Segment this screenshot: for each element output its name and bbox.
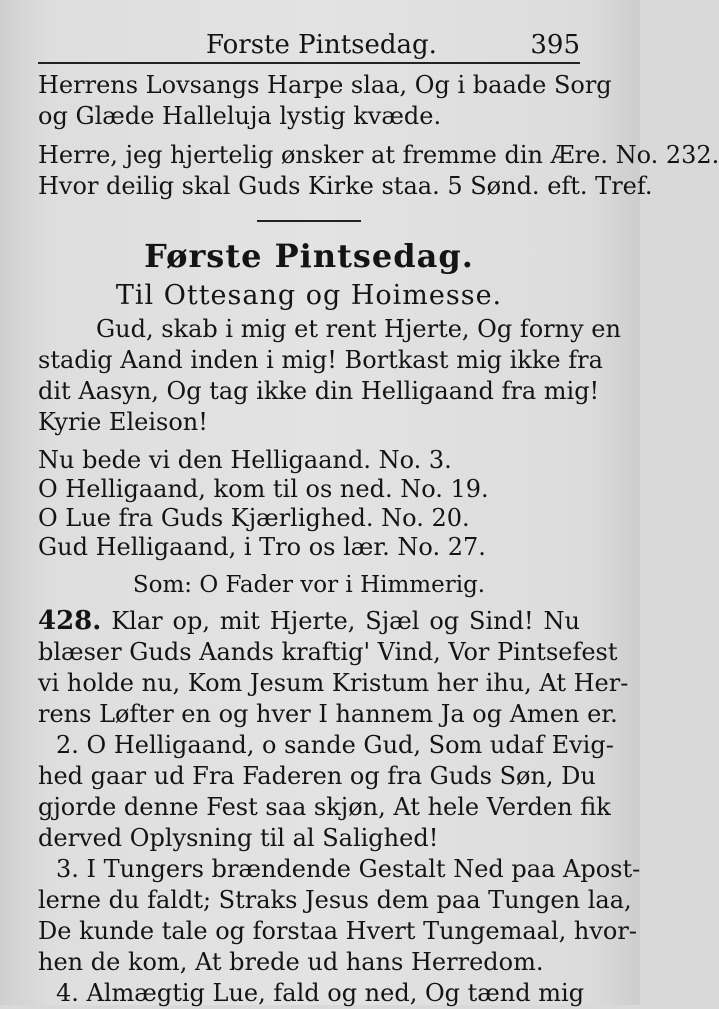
section-heading: Første Pintsedag. (144, 237, 474, 275)
text-line: Herrens Lovsangs Harpe slaa, Og i baade Sorg (38, 71, 612, 99)
verse-line: blæser Guds Aands kraftig' Vind, Vor Pintsefest (38, 638, 618, 666)
verse-line: 4. Almægtig Lue, fald og ned, Og tænd mig (56, 979, 585, 1007)
hymn-reference: Herre, jeg hjertelig ønsker at fremme din Ære. No. 232. (38, 141, 719, 169)
verse-line: gjorde denne Fest saa skjøn, At hele Verden fik (38, 793, 611, 821)
hymn-first-line (38, 606, 580, 637)
prayer-line: stadig Aand inden i mig! Bortkast mig ikke fra (38, 346, 603, 374)
verse-line: derved Oplysning til al Salighed! (38, 824, 439, 852)
hymn-reference-list (38, 446, 580, 562)
melody-note: Som: O Fader vor i Himmerig. (132, 572, 486, 598)
verse-line: De kunde tale og forstaa Hvert Tungemaal, hvor- (38, 917, 637, 945)
hymn-reference: Gud Helligaand, i Tro os lær. No. 27. (38, 533, 486, 561)
hymn-number: 428. (38, 606, 102, 636)
running-header (38, 28, 580, 64)
hymn-reference: Nu bede vi den Helligaand. No. 3. (38, 446, 452, 474)
verse-line: hed gaar ud Fra Faderen og fra Guds Søn, Du (38, 762, 596, 790)
verse-text: Klar op, mit Hjerte, Sjæl og Sind! Nu (111, 607, 580, 635)
text-line: og Glæde Halleluja lystig kvæde. (38, 102, 442, 130)
prayer-line: Gud, skab i mig et rent Hjerte, Og forny en (96, 315, 621, 343)
verse-line: vi holde nu, Kom Jesum Kristum her ihu, At Her- (38, 669, 629, 697)
prayer-line: dit Aasyn, Og tag ikke din Helligaand fra mig! (38, 377, 600, 405)
hymn-reference: O Lue fra Guds Kjærlighed. No. 20. (38, 504, 470, 532)
section-subheading: Til Ottesang og Hoimesse. (115, 280, 503, 311)
verse-line: hen de kom, At brede ud hans Herredom. (38, 948, 544, 976)
hymn-reference: O Helligaand, kom til os ned. No. 19. (38, 475, 489, 503)
verse-line: lerne du faldt; Straks Jesus dem paa Tungen laa, (38, 886, 632, 914)
verse-line: 3. I Tungers brændende Gestalt Ned paa Apost- (56, 855, 641, 883)
prayer-line: Kyrie Eleison! (38, 408, 208, 436)
page-number: 395 (530, 30, 580, 60)
verse-line: rens Løfter en og hver I hannem Ja og Amen er. (38, 700, 618, 728)
verse-line: 2. O Helligaand, o sande Gud, Som udaf Evig- (56, 731, 614, 759)
section-divider (257, 220, 361, 222)
running-title: Forste Pintsedag. (206, 30, 437, 60)
hymn-reference: Hvor deilig skal Guds Kirke staa. 5 Sønd. eft. Tref. (38, 172, 653, 200)
